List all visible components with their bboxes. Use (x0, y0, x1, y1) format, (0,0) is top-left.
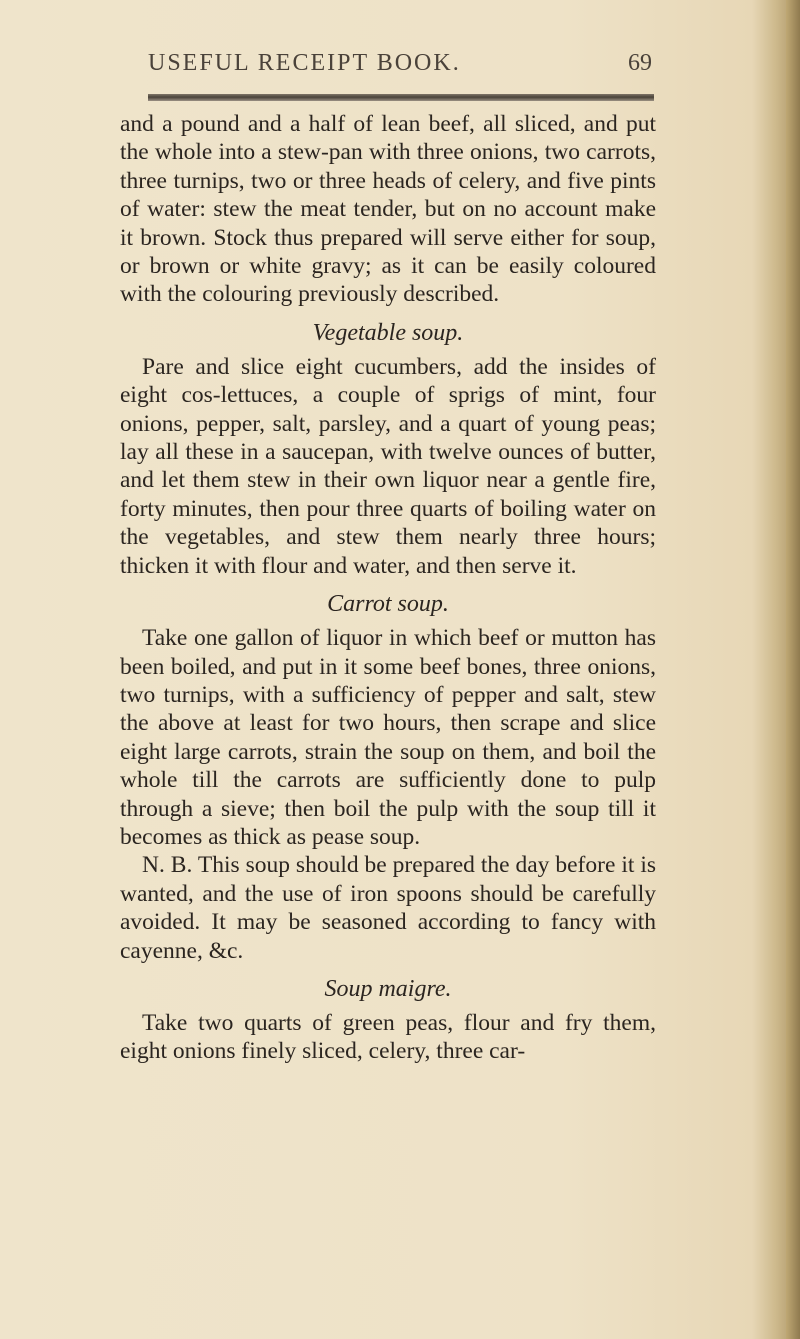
page-number: 69 (628, 50, 652, 76)
paragraph-nota-bene: N. B. This soup should be prepared the day before it is wanted, and the use of iron spoons should be carefully avoided. It may be seasoned according to fancy with cayenne, &c. (120, 852, 656, 964)
header-rule (148, 94, 654, 101)
paragraph-carrot-soup: Take one gallon of liquor in which beef or mutton has been boiled, and put in it some beef bones, three onions, two turnips, with a sufficiency of pepper and salt, stew the above at least for two hours, then scrape and slice eight large carrots, strain the soup on them, and boil the whole till the carrots are sufficiently done to pulp through a sieve; then boil the pulp with the soup till it becomes as thick as pease soup. (120, 625, 656, 850)
paragraph-soup-maigre: Take two quarts of green peas, flour and fry them, eight onions finely sliced, celery, three car- (120, 1009, 656, 1065)
paragraph-stock-continued: and a pound and a half of lean beef, all sliced, and put the whole into a stew-pan with three onions, two carrots, three turnips, two or three heads of celery, and five pints of water: stew the meat tender, but on no account make it brown. Stock thus prepared will serve either for soup, or brown or white gravy; as it can be easily coloured with the colouring previously described. (120, 111, 656, 308)
heading-soup-maigre: Soup maigre. (324, 975, 452, 1002)
running-title: USEFUL RECEIPT BOOK. (148, 50, 461, 76)
heading-vegetable-soup: Vegetable soup. (312, 319, 464, 346)
page-edge (786, 0, 800, 1339)
paragraph-vegetable-soup: Pare and slice eight cucumbers, add the insides of eight cos-lettuces, a couple of sprigs of mint, four onions, pepper, salt, parsley, and a quart of young peas; lay all these in a saucepan, with twelve ounces of butter, and let them stew in their own liquor near a gentle fire, forty minutes, then pour three quarts of boiling water on the vegetables, and stew them nearly three hours; thicken it with flour and water, and then serve it. (120, 353, 656, 579)
heading-carrot-soup: Carrot soup. (327, 591, 449, 618)
running-header (148, 50, 652, 84)
body-text (120, 110, 656, 1066)
